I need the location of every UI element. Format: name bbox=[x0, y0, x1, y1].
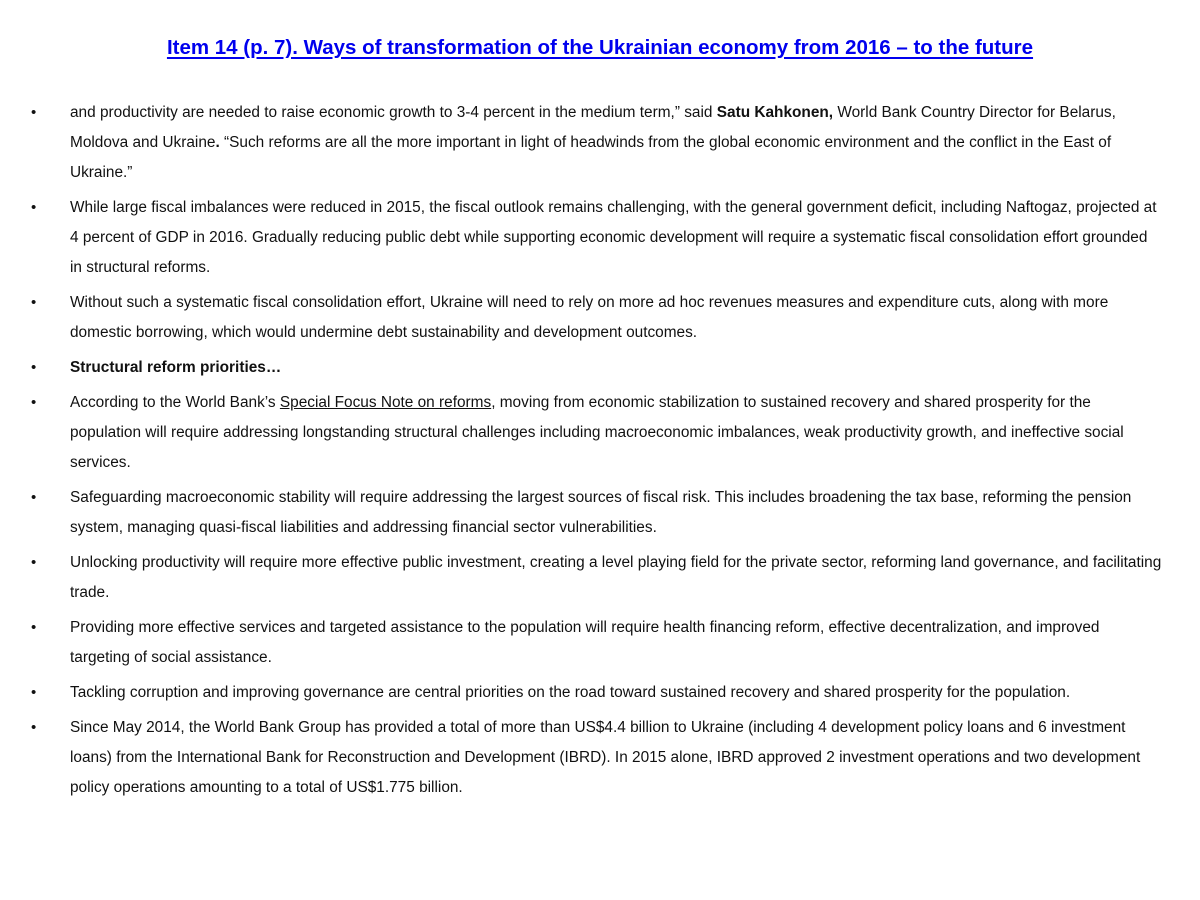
bullet-text: According to the World Bank’s bbox=[70, 394, 280, 411]
bullet-item bbox=[0, 388, 1200, 478]
bold-period: . bbox=[215, 134, 220, 151]
bullet-text: “Such reforms are all the more important in light of headwinds from the global economic environment and the conflict in the East of Ukraine.” bbox=[70, 134, 1112, 181]
bullet-item bbox=[0, 288, 1200, 348]
bullet-text: Providing more effective services and targeted assistance to the population will require health financing reform, effective decentralization, and improved targeting of social assistance. bbox=[70, 619, 1100, 666]
bullet-text: Since May 2014, the World Bank Group has provided a total of more than US$4.4 billion to Ukraine (including 4 development policy loans and 6 investment loans) from the International Bank for Reconstruction and Development (IBRD). In 2015 alone, IBRD approved 2 investment operations and two development policy operations amounting to a total of US$1.775 billion. bbox=[70, 719, 1141, 796]
bullet-marker: • bbox=[31, 359, 37, 376]
bullet-marker: • bbox=[31, 684, 37, 701]
bullet-marker: • bbox=[31, 489, 37, 506]
page-title[interactable]: Item 14 (p. 7). Ways of transformation of the Ukrainian economy from 2016 – to the future bbox=[166, 36, 1034, 59]
bullet-text: Safeguarding macroeconomic stability will require addressing the largest sources of fiscal risk. This includes broadening the tax base, reforming the pension system, managing quasi-fiscal liabilities and addressing financial sector vulnerabilities. bbox=[70, 489, 1132, 536]
bullet-item bbox=[0, 483, 1200, 543]
bullet-marker: • bbox=[31, 619, 37, 636]
bullet-marker: • bbox=[31, 719, 37, 736]
bullet-marker: • bbox=[31, 199, 37, 216]
bullet-item bbox=[0, 98, 1200, 188]
bullet-marker: • bbox=[31, 294, 37, 311]
bullet-text: While large fiscal imbalances were reduced in 2015, the fiscal outlook remains challenging, with the general government deficit, including Naftogaz, projected at 4 percent of GDP in 2016. Gradually reducing public debt while supporting economic development will require a systematic fiscal consolidation effort grounded in structural reforms. bbox=[70, 199, 1157, 276]
bullet-marker: • bbox=[31, 554, 37, 571]
bullet-item bbox=[0, 713, 1200, 803]
bullet-text: World Bank Country Director for Belarus, Moldova and Ukraine bbox=[70, 104, 1116, 151]
section-heading: Structural reform priorities… bbox=[70, 359, 282, 376]
bullet-list bbox=[0, 98, 1200, 808]
bullet-item bbox=[0, 548, 1200, 608]
bullet-text: Without such a systematic fiscal consolidation effort, Ukraine will need to rely on more ad hoc revenues measures and expenditure cuts, along with more domestic borrowing, which would undermine debt sustainability and development outcomes. bbox=[70, 294, 1109, 341]
bullet-item bbox=[0, 193, 1200, 283]
special-focus-note-link[interactable]: Special Focus Note on reforms bbox=[279, 394, 492, 411]
speaker-name: Satu Kahkonen, bbox=[716, 104, 834, 121]
bullet-marker: • bbox=[31, 104, 37, 121]
bullet-text: , moving from economic stabilization to sustained recovery and shared prosperity for the population will require addressing longstanding structural challenges including macroeconomic imbalances, weak productivity growth, and ineffective social services. bbox=[70, 394, 1124, 471]
bullet-item bbox=[0, 678, 1200, 708]
bullet-item bbox=[0, 353, 1200, 383]
bullet-item bbox=[0, 613, 1200, 673]
bullet-marker: • bbox=[31, 394, 37, 411]
bullet-text: Unlocking productivity will require more effective public investment, creating a level playing field for the private sector, reforming land governance, and facilitating trade. bbox=[70, 554, 1162, 601]
bullet-text: and productivity are needed to raise economic growth to 3-4 percent in the medium term,” said bbox=[70, 104, 717, 121]
bullet-text: Tackling corruption and improving governance are central priorities on the road toward sustained recovery and shared prosperity for the population. bbox=[70, 684, 1071, 701]
